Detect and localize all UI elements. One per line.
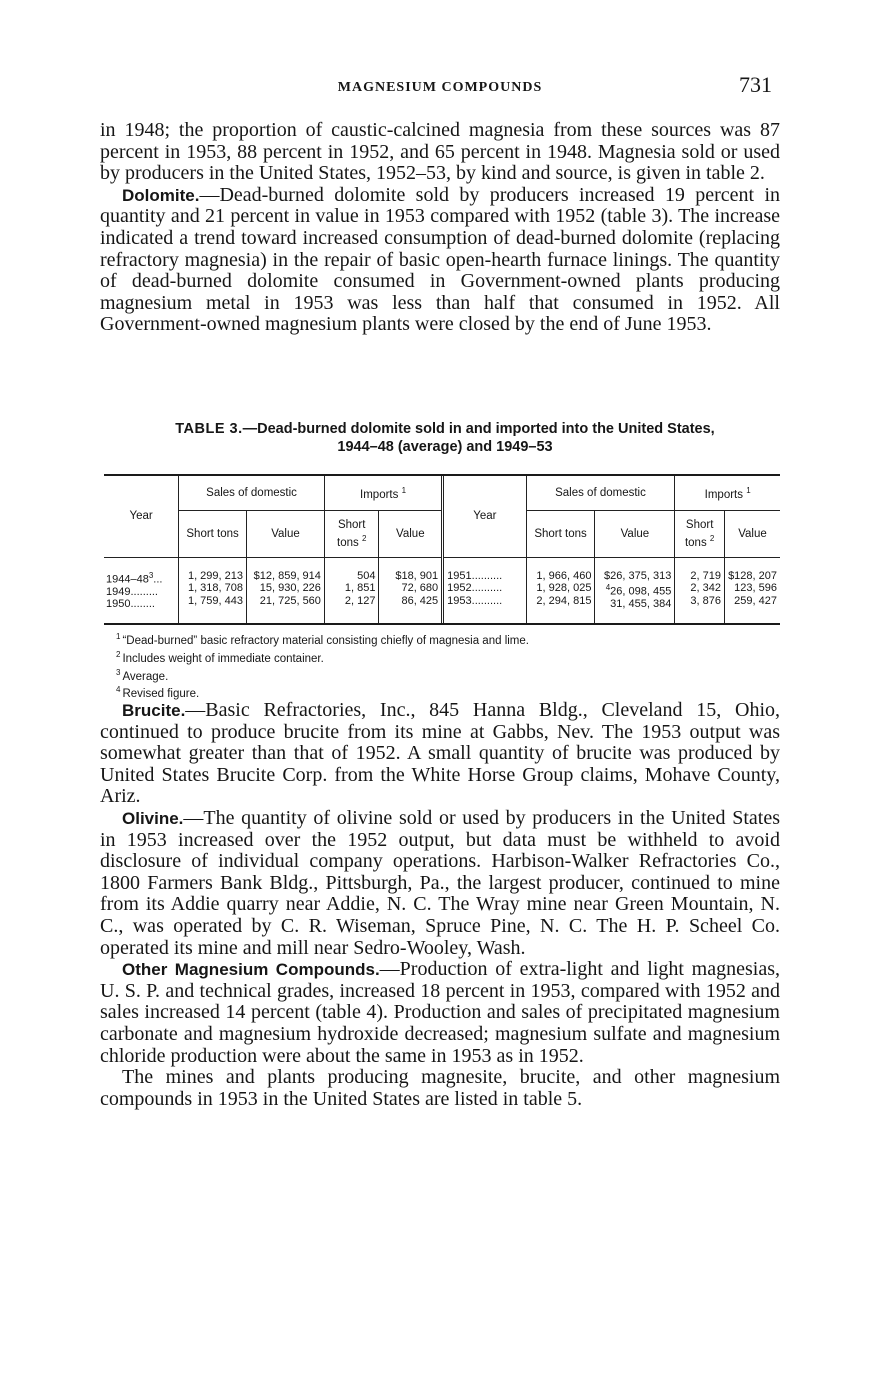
col-group-sales-left: Sales of domestic [179, 476, 325, 511]
run-in-heading-other: Other Magnesium Compounds. [122, 960, 380, 980]
col-header-import-value: Value [725, 511, 780, 558]
imports-value-left: $18, 901 72, 680 86, 425 [379, 558, 443, 623]
col-header-short-tons: Short tons [179, 511, 247, 558]
table-footnotes [116, 630, 776, 701]
sales-value-right: $26, 375, 313 $^4$26, 098, 455 31, 455, 384 [595, 558, 675, 623]
col-header-import-value: Value [379, 511, 443, 558]
col-header-value: Value [595, 511, 675, 558]
year-cells-left: $1944-48^3$... 1949......... 1950........ [106, 571, 163, 611]
col-header-short-tons: Short tons [526, 511, 595, 558]
col-header-year-right: Year [443, 476, 526, 558]
footnote: $^2$ Includes weight of immediate container. [116, 649, 324, 665]
imports-tons-right: 2, 719 2, 342 3, 876 [675, 558, 725, 623]
imports-tons-left: 504 1, 851 2, 127 [324, 558, 379, 623]
sales-value-left: $12, 859, 914 15, 930, 226 21, 725, 560 [247, 558, 325, 623]
running-title: MAGNESIUM COMPOUNDS [337, 80, 543, 95]
body-text-top [100, 120, 780, 336]
footnote: $^3$ Average. [116, 667, 169, 683]
year-cells-right: 1951.......... 1952.......... 1953.......... [443, 558, 526, 623]
col-group-imports-left: Imports $^1$ [324, 476, 442, 511]
running-head [100, 72, 780, 102]
table-3 [104, 474, 780, 625]
run-in-heading-brucite: Brucite. [122, 701, 186, 720]
footnote: $^1$ “Dead-burned” basic refractory material consisting chiefly of magnesia and lime. [116, 632, 529, 647]
col-group-sales-right: Sales of domestic [526, 476, 675, 511]
col-header-year-left: Year [104, 476, 179, 558]
paragraph-brucite: Brucite.—Basic Refractories, Inc., 845 Hanna Bldg., Cleveland 15, Ohio, continued to produce brucite from its mine at Gabbs, Nev. The 1953 output was somewhat greater than that of 1952. A small quantity of brucite was produced by United States Brucite Corp. from the White Horse Group claims, Mohave County, Ariz. [100, 699, 780, 808]
col-header-value: Value [247, 511, 325, 558]
footnote: $^4$ Revised figure. [116, 685, 200, 701]
table-label: TABLE 3. [175, 421, 243, 437]
paragraph-other-compounds: Other Magnesium Compounds.—Production of extra-light and light magnesias, U. S. P. and technical grades, increased 18 percent in 1953, compared with 1952 and sales increased 14 percent (table 4). Production and sales of precipitated magnesium carbonate and magnesium hydroxide decreased; magnesium sulfate and magnesium chloride production were about the same in 1953 as in 1952. [100, 958, 780, 1067]
sales-tons-left: 1, 299, 213 1, 318, 708 1, 759, 443 [179, 558, 247, 623]
page-number: 731 [739, 72, 772, 97]
body-text-bottom [100, 700, 780, 1110]
imports-value-right: $128, 207 123, 596 259, 427 [725, 558, 780, 623]
sales-tons-right: 1, 966, 460 1, 928, 025 2, 294, 815 [526, 558, 595, 623]
table-row [104, 558, 780, 623]
run-in-heading-olivine: Olivine. [122, 808, 184, 828]
paragraph-mines-and-plants: The mines and plants producing magnesite, brucite, and other magnesium compounds in 1953 in the United States are listed in table 5. [100, 1066, 780, 1110]
col-header-import-short-tons: Short tons $^2$ [324, 511, 379, 558]
col-header-import-short-tons: Short tons $^2$ [675, 511, 725, 558]
run-in-heading-dolomite: Dolomite. [122, 185, 200, 205]
paragraph-olivine: Olivine.—The quantity of olivine sold or used by producers in the United States in 1953 increased over the 1952 output, but data must be withheld to avoid disclosure of individual company operations. Harbison-Walker Refractories Co., 1800 Farmers Bank Bldg., Pittsburgh, Pa., the largest producer, continued to mine from its Addie quarry near Addie, N. C. The Wray mine near Green Mountain, N. C., was operated by C. R. Wiseman, Spruce Pine, N. C. The H. P. Scheel Co. operated its mine and mill near Sedro-Wooley, Wash. [100, 806, 780, 959]
table-3-title: TABLE 3.—Dead-burned dolomite sold in and imported into the United States, 1944–48 (average) and 1949–53 [175, 421, 715, 455]
paragraph-continuation: in 1948; the proportion of caustic-calcined magnesia from these sources was 87 percent in 1953, 88 percent in 1952, and 65 percent in 1948. Magnesia sold or used by producers in the United States, 1952–53, by kind and source, is given in table 2. [100, 119, 780, 185]
paragraph-dolomite: Dolomite.—Dead-burned dolomite sold by producers increased 19 percent in quantity and 21 percent in value in 1953 compared with 1952 (table 3). The increase indicated a trend toward increased consumption of dead-burned dolomite (replacing refractory magnesia) in the repair of basic open-hearth furnace linings. The quantity of dead-burned dolomite consumed in Government-owned plants producing magnesium metal in 1953 was less than half that consumed in 1952. All Government-owned magnesium plants were closed by the end of June 1953. [100, 183, 780, 336]
col-group-imports-right: Imports $^1$ [675, 476, 780, 511]
